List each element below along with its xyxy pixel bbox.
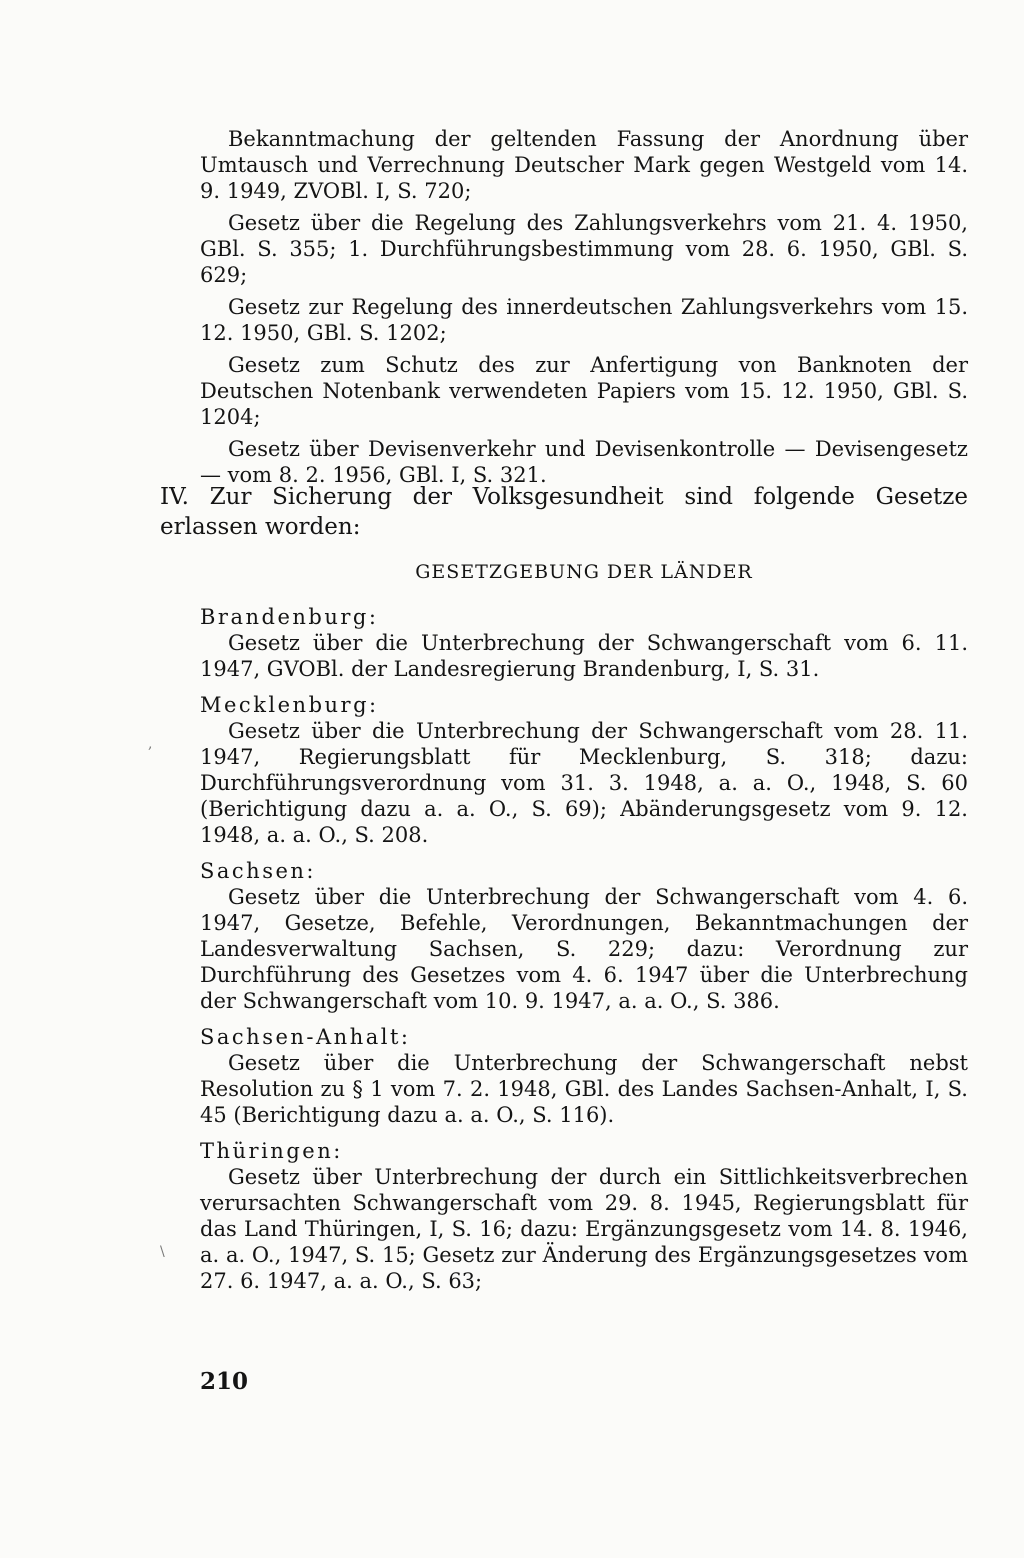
land-law-text: Gesetz über die Unterbrechung der Schwangerschaft nebst Resolution zu § 1 vom 7. 2. 1948, GBl. des Landes Sachsen-Anhalt, I, S. 45 (Berichtigung dazu a. a. O., S. 116).: [200, 1051, 968, 1127]
law-list-currency: [200, 126, 968, 494]
law-entry: Gesetz über Devisenverkehr und Devisenkontrolle — Devisengesetz — vom 8. 2. 1956, GBl. I, S. 321.: [200, 437, 968, 487]
land-name: Sachsen:: [200, 859, 316, 883]
law-entry: Bekanntmachung der geltenden Fassung der Anordnung über Umtausch und Verrechnung Deutscher Mark gegen Westgeld vom 14. 9. 1949, ZVOBl. I, S. 720;: [200, 127, 968, 203]
land-law-text: Gesetz über die Unterbrechung der Schwangerschaft vom 6. 11. 1947, GVOBl. der Landesregierung Brandenburg, I, S. 31.: [200, 631, 968, 681]
land-law-text: Gesetz über Unterbrechung der durch ein Sittlichkeitsverbrechen verursachten Schwangerschaft vom 29. 8. 1945, Regierungsblatt für das Land Thüringen, I, S. 16; dazu: Ergänzungsgesetz vom 14. 8. 1946, a. a. O., 1947, S. 15; Gesetz zur Änderung des Ergänzungsgesetzes vom 27. 6. 1947, a. a. O., S. 63;: [200, 1165, 968, 1293]
land-section-sachsen: [200, 858, 968, 1014]
land-name: Sachsen-Anhalt:: [200, 1025, 411, 1049]
land-law-text: Gesetz über die Unterbrechung der Schwangerschaft vom 28. 11. 1947, Regierungsblatt für Mecklenburg, S. 318; dazu: Durchführungsverordnung vom 31. 3. 1948, a. a. O., 1948, S. 60 (Berichtigung dazu a. a. O., S. 69); Abänderungsgesetz vom 9. 12. 1948, a. a. O., S. 208.: [200, 719, 968, 847]
land-name: Brandenburg:: [200, 605, 379, 629]
land-name: Mecklenburg:: [200, 693, 379, 717]
legislation-heading: GESETZGEBUNG DER LÄNDER: [415, 561, 753, 583]
section-heading-iv: IV. Zur Sicherung der Volksgesundheit sind folgende Gesetze erlassen worden:: [160, 484, 968, 540]
land-name: Thüringen:: [200, 1139, 343, 1163]
page-number: 210: [200, 1368, 249, 1395]
land-section-brandenburg: [200, 604, 968, 682]
scan-mark: \: [160, 1244, 165, 1260]
land-law-text: Gesetz über die Unterbrechung der Schwangerschaft vom 4. 6. 1947, Gesetze, Befehle, Verordnungen, Bekanntmachungen der Landesverwaltung Sachsen, S. 229; dazu: Verordnung zur Durchführung des Gesetzes vom 4. 6. 1947 über die Unterbrechung der Schwangerschaft vom 10. 9. 1947, a. a. O., S. 386.: [200, 885, 968, 1013]
law-entry: Gesetz über die Regelung des Zahlungsverkehrs vom 21. 4. 1950, GBl. S. 355; 1. Durchführungsbestimmung vom 28. 6. 1950, GBl. S. 629;: [200, 211, 968, 287]
law-entry: Gesetz zum Schutz des zur Anfertigung von Banknoten der Deutschen Notenbank verwendeten Papiers vom 15. 12. 1950, GBl. S. 1204;: [200, 353, 968, 429]
scan-mark: ,: [148, 736, 153, 752]
law-entry: Gesetz zur Regelung des innerdeutschen Zahlungsverkehrs vom 15. 12. 1950, GBl. S. 1202;: [200, 295, 968, 345]
land-section-mecklenburg: [200, 692, 968, 848]
land-section-thueringen: [200, 1138, 968, 1294]
land-section-sachsen-anhalt: [200, 1024, 968, 1128]
laender-list: [200, 604, 968, 1300]
